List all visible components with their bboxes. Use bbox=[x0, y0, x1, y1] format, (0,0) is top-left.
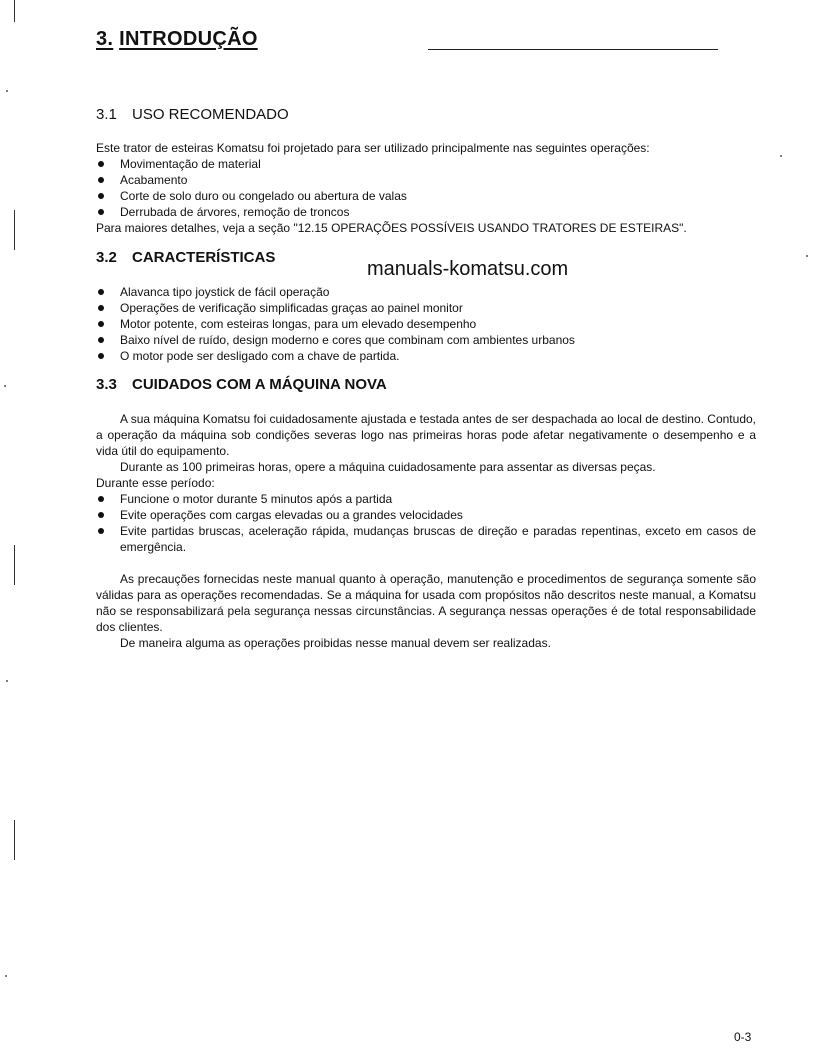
scan-speck bbox=[5, 975, 7, 977]
scan-artifact bbox=[14, 210, 15, 250]
list-item: Movimentação de material bbox=[96, 156, 756, 172]
list-item: Acabamento bbox=[96, 172, 756, 188]
section-3-1-intro: Este trator de esteiras Komatsu foi projetado para ser utilizado principalmente nas seguintes operações: bbox=[96, 141, 650, 155]
bullet-icon bbox=[98, 496, 104, 502]
bullet-icon bbox=[98, 289, 104, 295]
list-item: Funcione o motor durante 5 minutos após a partida bbox=[96, 491, 756, 507]
section-3-3-paragraph-3: As precauções fornecidas neste manual quanto à operação, manutenção e procedimentos de segurança somente são válidas para as operações recomendadas. Se a máquina for usada com propósitos não descritos neste manual, a Komatsu não se responsabilizará pela segurança nessas circunstâncias. A segurança nessas operações é de total responsabilidade dos clientes. bbox=[96, 572, 756, 634]
bullet-icon bbox=[98, 209, 104, 215]
section-3-1-note: Para maiores detalhes, veja a seção "12.15 OPERAÇÕES POSSÍVEIS USANDO TRATORES DE ESTEIRAS". bbox=[96, 221, 687, 235]
list-item: Evite operações com cargas elevadas ou a grandes velocidades bbox=[96, 507, 756, 523]
list-item: Operações de verificação simplificadas graças ao painel monitor bbox=[96, 300, 756, 316]
list-item: Derrubada de árvores, remoção de troncos bbox=[96, 204, 756, 220]
list-item: O motor pode ser desligado com a chave de partida. bbox=[96, 348, 756, 364]
bullet-icon bbox=[98, 161, 104, 167]
scan-artifact bbox=[14, 545, 15, 585]
scan-artifact bbox=[14, 820, 15, 860]
bullet-icon bbox=[98, 353, 104, 359]
section-3-3-paragraph-2b: Durante esse período: bbox=[96, 476, 215, 490]
title-rule bbox=[428, 49, 718, 50]
section-heading-3-2 bbox=[96, 249, 275, 266]
bullet-icon bbox=[98, 337, 104, 343]
section-3-3-list bbox=[96, 491, 756, 555]
chapter-title bbox=[96, 28, 258, 51]
section-3-2-list bbox=[96, 284, 756, 364]
watermark: manuals-komatsu.com bbox=[367, 258, 569, 280]
scan-speck bbox=[6, 680, 8, 682]
list-item: Evite partidas bruscas, aceleração rápida, mudanças bruscas de direção e paradas repentinas, exceto em casos de emergência. bbox=[96, 523, 756, 555]
section-3-3-paragraph-1: A sua máquina Komatsu foi cuidadosamente ajustada e testada antes de ser despachada ao local de destino. Contudo, a operação da máquina sob condições severas logo nas primeiras horas pode afetar negativamente o desempenho e a vida útil do equipamento. bbox=[96, 412, 756, 458]
list-item: Alavanca tipo joystick de fácil operação bbox=[96, 284, 756, 300]
scan-speck bbox=[4, 385, 6, 387]
chapter-number: 3. bbox=[96, 28, 114, 50]
list-item: Motor potente, com esteiras longas, para um elevado desempenho bbox=[96, 316, 756, 332]
scan-speck bbox=[806, 255, 808, 257]
page-number: 0-3 bbox=[734, 1030, 752, 1044]
section-title: CARACTERÍSTICAS bbox=[132, 249, 276, 266]
section-title: CUIDADOS COM A MÁQUINA NOVA bbox=[132, 376, 387, 393]
bullet-icon bbox=[98, 321, 104, 327]
section-title: USO RECOMENDADO bbox=[132, 106, 289, 123]
scan-artifact bbox=[14, 0, 15, 22]
bullet-icon bbox=[98, 305, 104, 311]
section-heading-3-3 bbox=[96, 376, 387, 393]
chapter-title-text: INTRODUÇÃO bbox=[119, 28, 258, 50]
bullet-icon bbox=[98, 528, 104, 534]
list-item: Corte de solo duro ou congelado ou abertura de valas bbox=[96, 188, 756, 204]
list-item: Baixo nível de ruído, design moderno e cores que combinam com ambientes urbanos bbox=[96, 332, 756, 348]
scan-speck bbox=[780, 155, 782, 157]
scan-speck bbox=[6, 90, 8, 92]
bullet-icon bbox=[98, 193, 104, 199]
section-number: 3.2 bbox=[96, 249, 117, 266]
section-number: 3.1 bbox=[96, 106, 117, 123]
section-number: 3.3 bbox=[96, 376, 117, 393]
bullet-icon bbox=[98, 512, 104, 518]
section-3-1-list bbox=[96, 156, 756, 220]
section-heading-3-1 bbox=[96, 106, 289, 123]
bullet-icon bbox=[98, 177, 104, 183]
section-3-3-paragraph-4: De maneira alguma as operações proibidas nesse manual devem ser realizadas. bbox=[120, 636, 551, 650]
section-3-3-paragraph-2: Durante as 100 primeiras horas, opere a máquina cuidadosamente para assentar as diversas peças. bbox=[120, 460, 656, 474]
